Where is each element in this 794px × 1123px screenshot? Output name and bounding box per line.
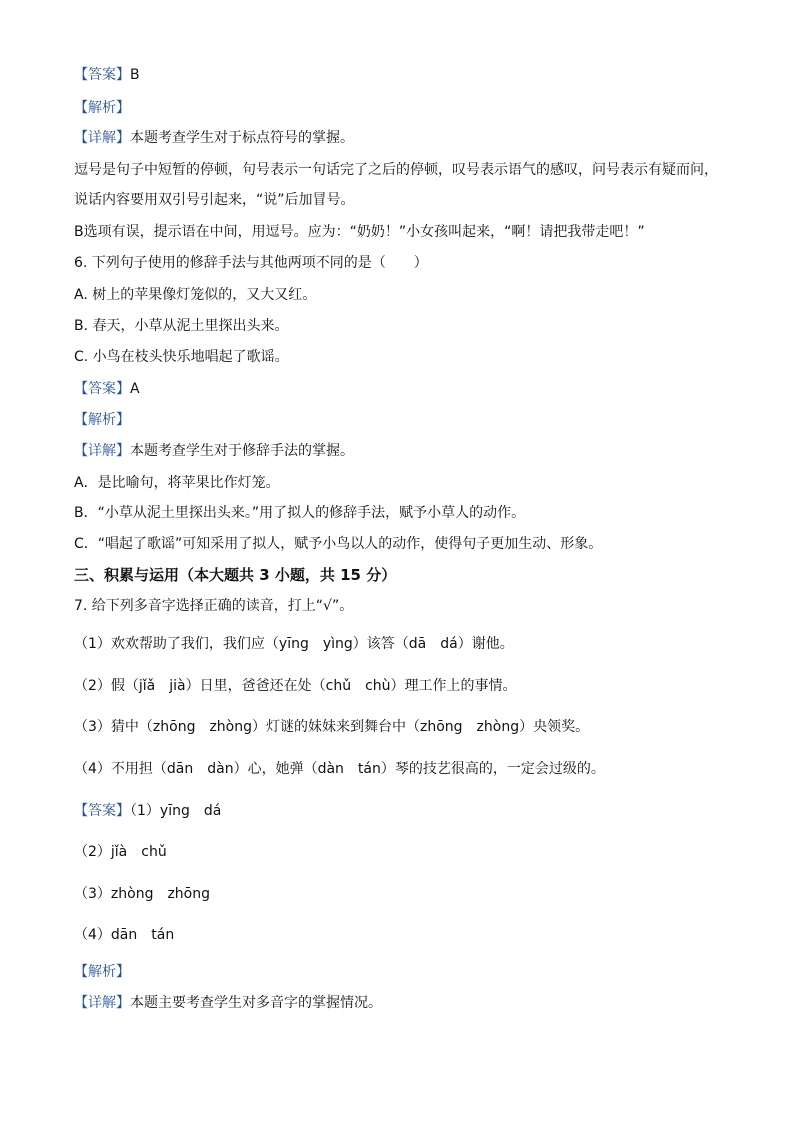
line-text: C. 小鸟在枝头快乐地唱起了歌谣。 [74,349,289,365]
line-text: B. 春天，小草从泥土里探出头来。 [74,318,289,334]
text-line [74,65,140,85]
line-text: 本题主要考查学生对多音字的掌握情况。 [130,995,382,1011]
text-line [74,128,354,148]
line-text: 6. 下列句子使用的修辞手法与其他两项不同的是（ ） [74,255,428,271]
line-text: C．“唱起了歌谣”可知采用了拟人，赋予小鸟以人的动作，使得句子更加生动、形象。 [74,536,603,552]
line-text: （3）zhòng zhōng [74,886,211,902]
text-line [74,441,354,461]
line-text: （1）欢欢帮助了我们，我们应（yīng yìng）该答（dā dá）谢他。 [74,636,514,652]
line-text: （3）猜中（zhōng zhòng）灯谜的妹妹来到舞台中（zhōng zhòng）央领奖。 [74,719,590,735]
section-tag: 【详解】 [74,443,130,459]
section-tag: 【答案】 [74,67,130,83]
text-line [74,993,382,1013]
text-line [74,503,525,523]
text-line [74,634,514,654]
line-text: （1）yīng dá [130,803,222,819]
section-tag: 【解析】 [74,100,130,116]
line-text: B选项有误，提示语在中间，用逗号。应为：“奶奶！”小女孩叫起来，“啊！请把我带走吧！” [74,224,645,240]
section-tag: 【解析】 [74,964,130,980]
text-line [74,222,645,242]
line-text: 本题考查学生对于标点符号的掌握。 [130,130,354,146]
line-text: 7. 给下列多音字选择正确的读音，打上“√”。 [74,598,354,614]
text-line [74,98,130,118]
line-text: B．“小草从泥土里探出头来。”用了拟人的修辞手法，赋予小草人的动作。 [74,505,526,521]
line-text: （4）不用担（dān dàn）心，她弹（dàn tán）琴的技艺很高的，一定会过级的。 [74,761,605,777]
text-line [74,410,130,430]
line-text: B [130,67,140,83]
section-tag: 【详解】 [74,130,130,146]
section-tag: 【答案】 [74,803,130,819]
text-line [74,884,210,904]
line-text: （4）dān tán [74,927,175,943]
line-text: 三、积累与运用（本大题共 3 小题，共 15 分） [74,566,397,584]
line-text: （2）假（jǐǎ jià）日里，爸爸还在处（chǔ chù）理工作上的事情。 [74,678,517,694]
text-line [74,925,174,945]
line-text: 说话内容要用双引号引起来，“说”后加冒号。 [74,192,355,208]
text-line [74,801,221,821]
text-line [74,534,602,554]
text-line [74,253,428,273]
text-line [74,347,289,367]
line-text: 本题考查学生对于修辞手法的掌握。 [130,443,354,459]
text-line [74,316,289,336]
line-text: 逗号是句子中短暂的停顿，句号表示一句话完了之后的停顿，叹号表示语气的感叹，问号表示有疑而问， [74,162,718,178]
line-text: （2）jǐà chǔ [74,844,167,860]
text-line [74,473,280,493]
text-line [74,962,130,982]
text-line [74,759,605,779]
text-line [74,190,355,210]
text-line [74,842,167,862]
text-line [74,160,718,180]
text-line [74,285,316,305]
line-text: A [130,381,140,397]
text-line [74,676,517,696]
section-tag: 【详解】 [74,995,130,1011]
text-line [74,565,396,585]
section-tag: 【解析】 [74,412,130,428]
text-line [74,379,140,399]
text-line [74,717,589,737]
text-line [74,596,353,616]
section-tag: 【答案】 [74,381,130,397]
line-text: A．是比喻句，将苹果比作灯笼。 [74,475,280,491]
line-text: A. 树上的苹果像灯笼似的，又大又红。 [74,287,317,303]
